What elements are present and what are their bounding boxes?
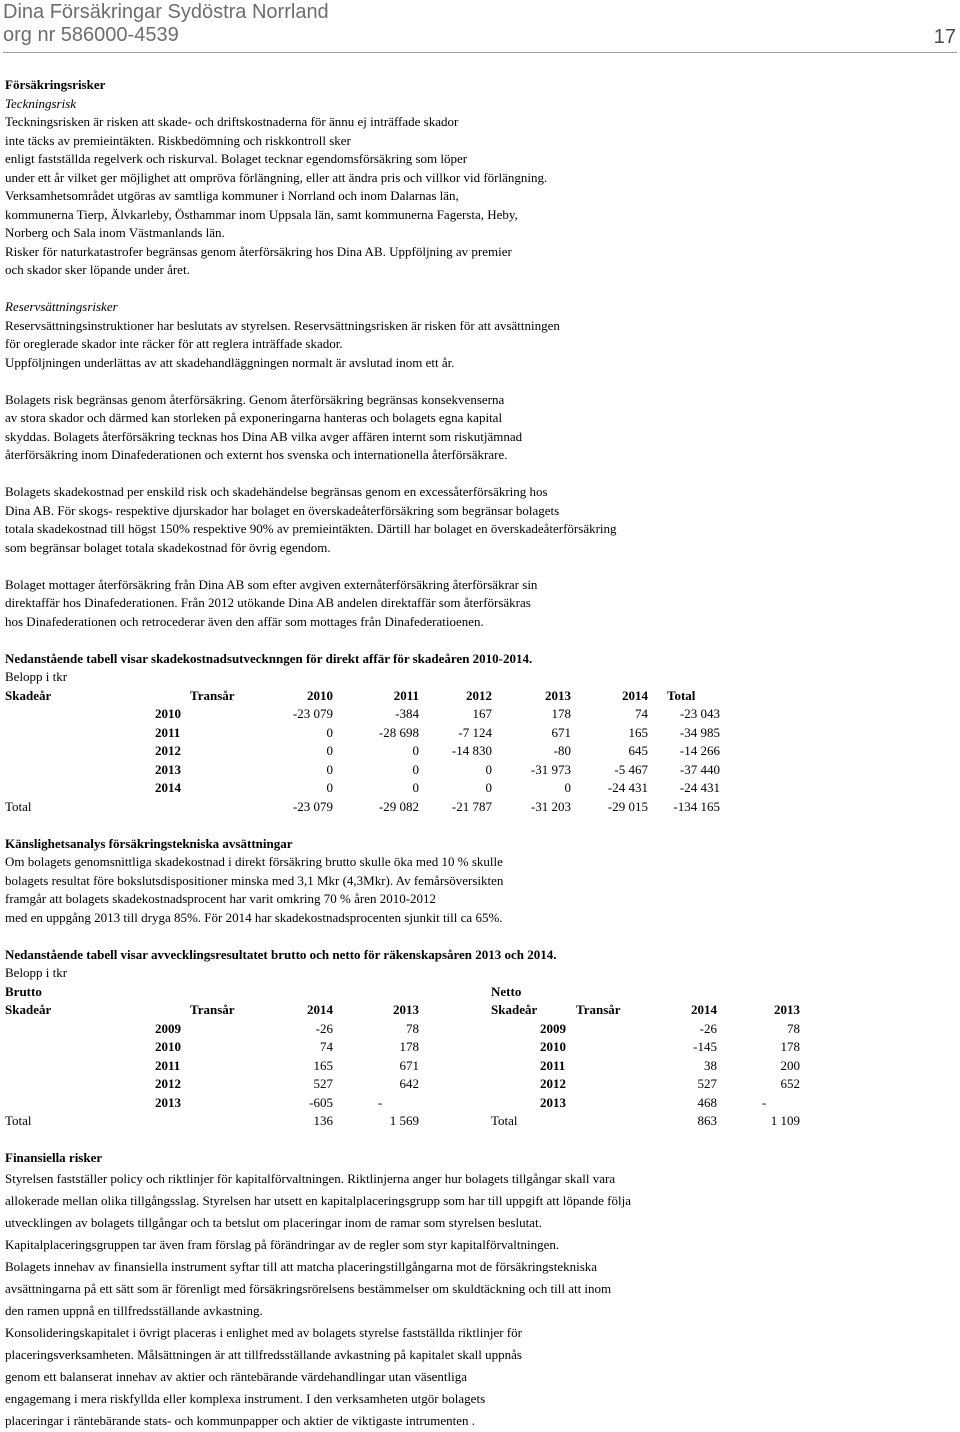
page-number: 17 bbox=[933, 26, 956, 48]
value-cell: 167 bbox=[472, 706, 492, 721]
value-cell: - bbox=[378, 1094, 383, 1110]
value-cell: 0 bbox=[326, 724, 333, 740]
value-cell: -26 bbox=[315, 1020, 333, 1036]
value-cell: 527 bbox=[697, 1076, 717, 1091]
value-cell: 0 bbox=[326, 761, 333, 777]
net-label: Netto bbox=[491, 983, 522, 999]
header-cell: Skadeår bbox=[5, 1002, 52, 1017]
value-cell: -23 079 bbox=[292, 706, 333, 721]
table-row bbox=[5, 724, 955, 743]
table-header-row bbox=[5, 1001, 955, 1020]
value-cell: 78 bbox=[787, 1020, 800, 1036]
claims-development-table-unit: Belopp i tkr bbox=[5, 669, 68, 684]
text-line: utvecklingen av bolagets tillgångar och ta betslut om placeringar inom de ramar som styrelsen beslutat. bbox=[5, 1214, 542, 1230]
text-line: placeringsverksamheten. Målsättningen är att tillfredsställande avkastning på kapitalet skall uppnås bbox=[5, 1346, 522, 1362]
text-line: Verksamhetsområdet utgöras av samtliga kommuner i Norrland och inom Dalarnas län, bbox=[5, 188, 459, 203]
text-line: placeringar i räntebärande stats- och kommunpapper och aktier de viktigaste intrumenten . bbox=[5, 1412, 475, 1428]
value-cell: 671 bbox=[551, 724, 571, 740]
value-cell: -37 440 bbox=[679, 761, 720, 777]
header-cell: Transår bbox=[190, 687, 235, 703]
table-header-row bbox=[5, 687, 955, 706]
value-cell: -7 124 bbox=[458, 724, 492, 740]
value-cell: 0 bbox=[412, 761, 419, 777]
run-off-table-title: Nedanstående tabell visar avvecklingsresultatet brutto och netto för räkenskapsåren 2013 och 2014. bbox=[5, 946, 557, 962]
text-line: Bolagets innehav av finansiella instrument syftar till att matcha placeringstillgångarna mot de försäkringstekniska bbox=[5, 1258, 598, 1274]
claims-cost-paragraph bbox=[5, 483, 955, 557]
value-cell: 136 bbox=[313, 1113, 333, 1128]
value-cell: 0 bbox=[564, 780, 571, 795]
value-cell: -26 bbox=[699, 1020, 717, 1036]
year-cell: 2010 bbox=[155, 706, 181, 721]
value-cell: 178 bbox=[780, 1039, 800, 1054]
text-line: Dina AB. För skogs- respektive djurskador har bolaget en överskadeåterförsäkring som begränsar bolagets bbox=[5, 502, 560, 518]
year-cell: 2012 bbox=[540, 1076, 566, 1091]
value-cell: -21 787 bbox=[451, 798, 492, 814]
table-row bbox=[5, 742, 955, 761]
header-cell: 2013 bbox=[545, 687, 571, 703]
value-cell: -145 bbox=[693, 1039, 717, 1054]
text-line: för oreglerade skador inte räcker för att reglera inträffade skador. bbox=[5, 336, 343, 351]
year-cell: 2012 bbox=[155, 1076, 181, 1091]
text-line: Kapitalplaceringsgruppen tar även fram förslag på förändringar av de regler som styr kapitalförvaltningen. bbox=[5, 1236, 560, 1252]
sensitivity-analysis-title: Känslighetsanalys försäkringstekniska avsättningar bbox=[5, 835, 293, 851]
text-line: genom ett balanserat innehav av aktier och räntebärande värdehandlingar utan väsentliga bbox=[5, 1368, 468, 1384]
value-cell: 645 bbox=[628, 743, 648, 758]
header-cell: Transår bbox=[576, 1002, 621, 1017]
table-row bbox=[5, 1057, 955, 1076]
text-line: och skador sker löpande under året. bbox=[5, 262, 190, 277]
text-line: Norberg och Sala inom Västmanlands län. bbox=[5, 225, 225, 240]
header-cell: 2014 bbox=[307, 1002, 333, 1017]
year-cell: 2013 bbox=[540, 1094, 566, 1110]
year-cell: 2011 bbox=[155, 1057, 181, 1073]
header-cell: 2014 bbox=[622, 687, 648, 703]
text-line: Teckningsrisken är risken att skade- och driftskostnaderna för ännu ej inträffade skador bbox=[5, 114, 459, 129]
text-line: med en uppgång 2013 till dryga 85%. För 2014 har skadekostnadsprocenten sjunkit till ca 65%. bbox=[5, 909, 503, 925]
year-cell: 2014 bbox=[155, 780, 181, 795]
value-cell: -23 043 bbox=[679, 706, 720, 721]
header-cell: 2013 bbox=[393, 1002, 419, 1017]
underwriting-risk-text bbox=[5, 113, 955, 280]
text-line: återförsäkring inom Dinafederationen och externt hos svenska och internationella återförsäkrare. bbox=[5, 447, 508, 462]
org-number: org nr 586000-4539 bbox=[3, 24, 179, 46]
table-row bbox=[5, 1075, 955, 1094]
value-cell: -5 467 bbox=[614, 761, 648, 777]
financial-risks-text bbox=[5, 1168, 955, 1432]
assumed-reinsurance-paragraph bbox=[5, 576, 955, 632]
header-cell: 2013 bbox=[774, 1002, 800, 1017]
text-line: skyddas. Bolagets återförsäkring tecknas hos Dina AB vilka avger affären internt som riskutjämnad bbox=[5, 428, 523, 444]
value-cell: 0 bbox=[326, 780, 333, 795]
company-name: Dina Försäkringar Sydöstra Norrland bbox=[3, 1, 329, 23]
text-line: avsättningarna på ett sätt som är förenligt med försäkringsrörelsens bestämmelser om skuldtäckning och till att inom bbox=[5, 1280, 612, 1296]
text-line: totala skadekostnad till högst 150% respektive 90% av premieintäkten. Därtill har bolaget en överskadeåterförsäkring bbox=[5, 521, 617, 536]
text-line: inte täcks av premieintäkten. Riskbedömning och riskkontroll sker bbox=[5, 132, 351, 148]
value-cell: 0 bbox=[326, 743, 333, 758]
value-cell: -134 165 bbox=[673, 798, 720, 814]
header-cell: Skadeår bbox=[5, 687, 52, 703]
text-line: enligt fastställda regelverk och riskurval. Bolaget tecknar egendomsförsäkring som löper bbox=[5, 151, 468, 166]
value-cell: 863 bbox=[697, 1113, 717, 1128]
section-title-insurance-risks: Försäkringsrisker bbox=[5, 77, 106, 92]
text-line: Bolagets risk begränsas genom återförsäkring. Genom återförsäkring begränsas konsekvenserna bbox=[5, 391, 505, 407]
value-cell: 468 bbox=[697, 1094, 717, 1110]
value-cell: 0 bbox=[412, 743, 419, 758]
table-row bbox=[5, 779, 955, 798]
text-line: av stora skador och därmed kan storleken på exponeringarna hanteras och bolagets egna kapital bbox=[5, 410, 503, 425]
value-cell: 671 bbox=[399, 1057, 419, 1073]
text-line: direktaffär hos Dinafederationen. Från 2012 utökande Dina AB andelen direktaffär som återförsäkras bbox=[5, 595, 531, 610]
text-line: allokerade mellan olika tillgångsslag. Styrelsen har utsett en kapitalplaceringsgrupp som har till uppgift att löpande följa bbox=[5, 1192, 631, 1208]
table-row bbox=[5, 1094, 955, 1113]
total-label: Total bbox=[5, 798, 32, 814]
value-cell: 0 bbox=[485, 780, 492, 795]
year-cell: 2013 bbox=[155, 761, 181, 777]
header-cell: Total bbox=[667, 687, 696, 703]
table-group-row bbox=[5, 983, 955, 1002]
reserve-risk-text bbox=[5, 317, 955, 373]
text-line: Risker för naturkatastrofer begränsas genom återförsäkring hos Dina AB. Uppföljning av premier bbox=[5, 243, 512, 259]
header-cell: Transår bbox=[190, 1002, 235, 1017]
gross-label: Brutto bbox=[5, 983, 42, 999]
reinsurance-paragraph bbox=[5, 391, 955, 465]
header-cell: 2014 bbox=[691, 1002, 717, 1017]
text-line: bolagets resultat före bokslutsdispositioner minska med 3,1 Mkr (4,3Mkr). Av femårsöversikten bbox=[5, 872, 504, 888]
header-cell: Skadeår bbox=[491, 1002, 538, 1017]
value-cell: 527 bbox=[313, 1076, 333, 1091]
header-divider bbox=[3, 52, 957, 53]
text-line: Uppföljningen underlättas av att skadehandläggningen normalt är avslutad inom ett år. bbox=[5, 354, 455, 370]
value-cell: -28 698 bbox=[378, 724, 419, 740]
year-cell: 2013 bbox=[155, 1094, 181, 1110]
page-content bbox=[5, 76, 955, 1432]
value-cell: -24 431 bbox=[679, 780, 720, 795]
text-line: under ett år vilket ger möjlighet att ompröva förlängning, eller att ändra pris och villkor vid förlängning. bbox=[5, 169, 548, 185]
claims-development-table bbox=[5, 687, 955, 817]
value-cell: 74 bbox=[635, 706, 648, 721]
value-cell: 74 bbox=[320, 1039, 333, 1054]
value-cell: 1 109 bbox=[770, 1113, 800, 1128]
text-line: Styrelsen fastställer policy och riktlinjer för kapitalförvaltningen. Riktlinjerna anger hur bolagets tillgångar skall vara bbox=[5, 1170, 616, 1186]
text-line: Om bolagets genomsnittliga skadekostnad i direkt försäkring brutto skulle öka med 10 % skulle bbox=[5, 854, 503, 869]
text-line: Bolaget mottager återförsäkring från Dina AB som efter avgiven externåterförsäkring återförsäkrar sin bbox=[5, 576, 538, 592]
total-label: Total bbox=[491, 1113, 518, 1128]
value-cell: -605 bbox=[309, 1094, 333, 1110]
value-cell: 642 bbox=[399, 1076, 419, 1091]
total-label: Total bbox=[5, 1113, 32, 1128]
year-cell: 2009 bbox=[540, 1020, 566, 1036]
text-line: framgår att bolagets skadekostnadsprocent har varit omkring 70 % åren 2010-2012 bbox=[5, 891, 437, 906]
text-line: den ramen uppnå en tillfredsställande avkastning. bbox=[5, 1302, 263, 1318]
text-line: som begränsar bolaget totala skadekostnad för övrig egendom. bbox=[5, 539, 331, 555]
value-cell: -80 bbox=[553, 743, 571, 758]
header-cell: 2012 bbox=[466, 687, 492, 703]
text-line: Konsolideringskapitalet i övrigt placeras i enlighet med av bolagets styrelse fastställda riktlinjer för bbox=[5, 1324, 522, 1340]
subsection-title-reserve-risk: Reservsättningsrisker bbox=[5, 299, 118, 314]
table-row bbox=[5, 761, 955, 780]
sensitivity-analysis-text bbox=[5, 853, 955, 927]
value-cell: -24 431 bbox=[607, 780, 648, 795]
text-line: hos Dinafederationen och retrocederar även den affär som mottages från Dinafederatioenen. bbox=[5, 613, 484, 629]
value-cell: -34 985 bbox=[679, 724, 720, 740]
subsection-title-underwriting-risk: Teckningsrisk bbox=[5, 95, 77, 111]
text-line: Reservsättningsinstruktioner har beslutats av styrelsen. Reservsättningsrisken är risken för att avsättningen bbox=[5, 317, 560, 333]
value-cell: 1 569 bbox=[389, 1113, 419, 1128]
year-cell: 2011 bbox=[155, 724, 181, 740]
year-cell: 2012 bbox=[155, 743, 181, 758]
financial-risks-title: Finansiella risker bbox=[5, 1150, 103, 1165]
value-cell: - bbox=[762, 1094, 767, 1110]
run-off-table bbox=[5, 983, 955, 1131]
page-header bbox=[0, 0, 960, 52]
value-cell: 652 bbox=[780, 1076, 800, 1091]
year-cell: 2009 bbox=[155, 1020, 181, 1036]
value-cell: -384 bbox=[395, 706, 419, 721]
year-cell: 2010 bbox=[155, 1039, 181, 1054]
claims-development-table-title: Nedanstående tabell visar skadekostnadsutvecknngen för direkt affär för skadeåren 2010-2014. bbox=[5, 650, 533, 666]
value-cell: 38 bbox=[704, 1057, 717, 1073]
value-cell: 165 bbox=[628, 724, 648, 740]
text-line: kommunerna Tierp, Älvkarleby, Östhammar inom Uppsala län, samt kommunerna Fagersta, Heby, bbox=[5, 206, 518, 222]
value-cell: 165 bbox=[313, 1057, 333, 1073]
value-cell: -14 266 bbox=[679, 743, 720, 758]
header-cell: 2011 bbox=[393, 687, 419, 703]
value-cell: -31 973 bbox=[530, 761, 571, 777]
text-line: Bolagets skadekostnad per enskild risk och skadehändelse begränsas genom en excessåterförsäkring hos bbox=[5, 484, 548, 499]
header-cell: 2010 bbox=[307, 687, 333, 703]
value-cell: -29 082 bbox=[378, 798, 419, 814]
value-cell: 0 bbox=[485, 761, 492, 777]
value-cell: 200 bbox=[780, 1057, 800, 1073]
year-cell: 2010 bbox=[540, 1039, 566, 1054]
value-cell: -31 203 bbox=[530, 798, 571, 814]
value-cell: 0 bbox=[412, 780, 419, 795]
value-cell: -23 079 bbox=[292, 798, 333, 814]
value-cell: -14 830 bbox=[451, 743, 492, 758]
value-cell: 78 bbox=[406, 1020, 419, 1036]
table-row bbox=[5, 705, 955, 724]
run-off-table-unit: Belopp i tkr bbox=[5, 965, 68, 980]
table-total-row bbox=[5, 1112, 955, 1131]
text-line: engagemang i mera riskfyllda eller komplexa instrument. I den verksamheten utgör bolagets bbox=[5, 1390, 486, 1406]
value-cell: -29 015 bbox=[607, 798, 648, 814]
year-cell: 2011 bbox=[540, 1057, 566, 1073]
value-cell: 178 bbox=[399, 1039, 419, 1054]
table-total-row bbox=[5, 798, 955, 817]
table-row bbox=[5, 1038, 955, 1057]
table-row bbox=[5, 1020, 955, 1039]
value-cell: 178 bbox=[551, 706, 571, 721]
